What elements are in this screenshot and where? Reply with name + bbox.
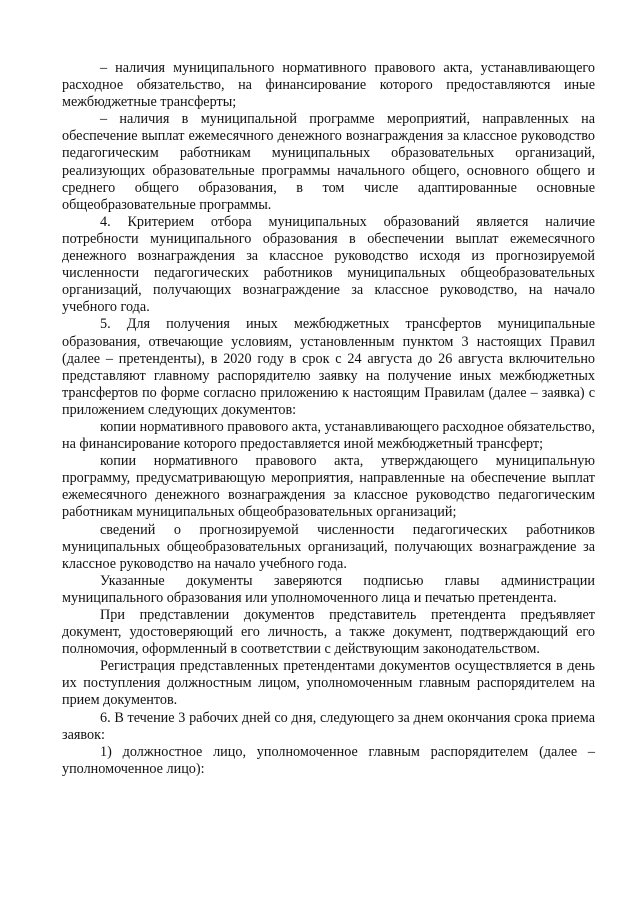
document-body — [62, 60, 595, 778]
paragraph-criterion-act: – наличия муниципального нормативного правового акта, устанавливающего расходное обязательство, на финансирование которого предоставляются иные межбюджетные трансферты; — [62, 60, 595, 111]
paragraph-subitem-1: 1) должностное лицо, уполномоченное главным распорядителем (далее – уполномоченное лицо): — [62, 743, 595, 777]
paragraph-representative: При представлении документов представитель претендента предъявляет документ, удостоверяющий его личность, а также документ, подтверждающий его полномочия, оформленный в соответствии с действующим законодательством. — [62, 607, 595, 658]
paragraph-item-4: 4. Критерием отбора муниципальных образований является наличие потребности муниципального образования в обеспечении выплат ежемесячного денежного вознаграждения за классное руководство исходя из прогнозируемой численности педагогических работников муниципальных общеобразовательных организаций, получающих вознаграждение за классное руководство, на начало учебного года. — [62, 213, 595, 316]
paragraph-doc-headcount: сведений о прогнозируемой численности педагогических работников муниципальных общеобразовательных организаций, получающих вознаграждение за классное руководство на начало учебного года. — [62, 521, 595, 572]
paragraph-item-5: 5. Для получения иных межбюджетных трансфертов муниципальные образования, отвечающие условиям, установленным пунктом 3 настоящих Правил (далее – претенденты), в 2020 году в срок с 24 августа до 26 августа включительно представляют главному распорядителю заявку на получение иных межбюджетных трансфертов по форме согласно приложению к настоящим Правилам (далее – заявка) с приложением следующих документов: — [62, 316, 595, 418]
paragraph-item-6: 6. В течение 3 рабочих дней со дня, следующего за днем окончания срока приема заявок: — [62, 709, 595, 743]
paragraph-doc-program-copy: копии нормативного правового акта, утверждающего муниципальную программу, предусматривающую мероприятия, направленные на обеспечение выплат ежемесячного денежного вознаграждения за классное руководство педагогическим работникам муниципальных общеобразовательных организаций; — [62, 453, 595, 521]
paragraph-registration: Регистрация представленных претендентами документов осуществляется в день их поступления должностным лицом, уполномоченным главным распорядителем на прием документов. — [62, 658, 595, 709]
paragraph-criterion-program: – наличия в муниципальной программе мероприятий, направленных на обеспечение выплат ежемесячного денежного вознаграждения за классное руководство педагогическим работникам муниципальных образовательных организаций, реализующих образовательные программы начального общего, основного общего и среднего общего образования, в том числе адаптированные основные общеобразовательные программы. — [62, 111, 595, 213]
paragraph-certification: Указанные документы заверяются подписью главы администрации муниципального образования или уполномоченного лица и печатью претендента. — [62, 572, 595, 606]
paragraph-doc-act-copy: копии нормативного правового акта, устанавливающего расходное обязательство, на финансирование которого предоставляется иной межбюджетный трансферт; — [62, 418, 595, 453]
